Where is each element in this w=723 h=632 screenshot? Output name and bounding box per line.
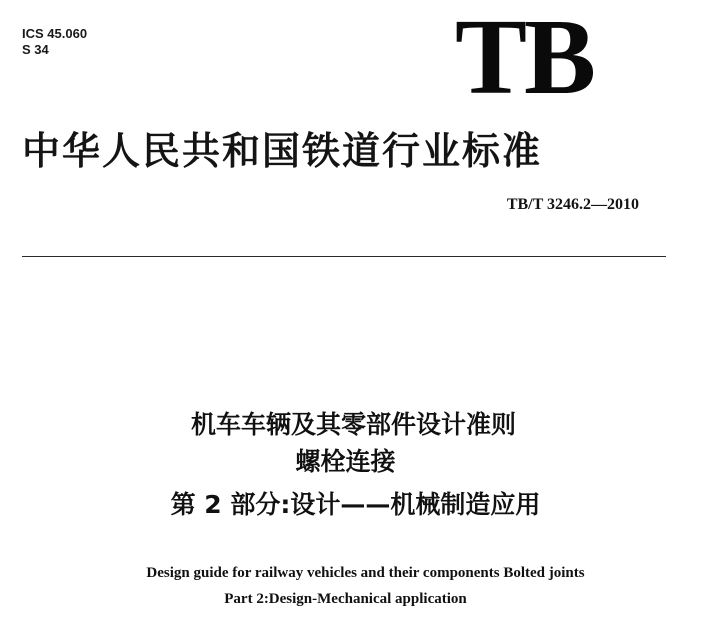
document-title-line-1: 机车车辆及其零部件设计准则 <box>190 410 516 439</box>
classification-codes <box>22 26 87 58</box>
tb-logo: TB <box>455 0 594 117</box>
document-title-line-2: 螺栓连接 <box>295 447 396 476</box>
category-code: S 34 <box>22 42 49 57</box>
english-title-line-1: Design guide for railway vehicles and their components Bolted joints <box>146 565 585 581</box>
standard-title: 中华人民共和国铁道行业标准 <box>22 129 543 173</box>
ics-code: ICS 45.060 <box>22 26 88 41</box>
header-divider <box>22 256 666 257</box>
standard-number: TB/T 3246.2—2010 <box>506 196 639 213</box>
document-title-line-3: 第 2 部分:设计——机械制造应用 <box>170 490 541 519</box>
english-title-line-2: Part 2:Design-Mechanical application <box>224 591 467 607</box>
